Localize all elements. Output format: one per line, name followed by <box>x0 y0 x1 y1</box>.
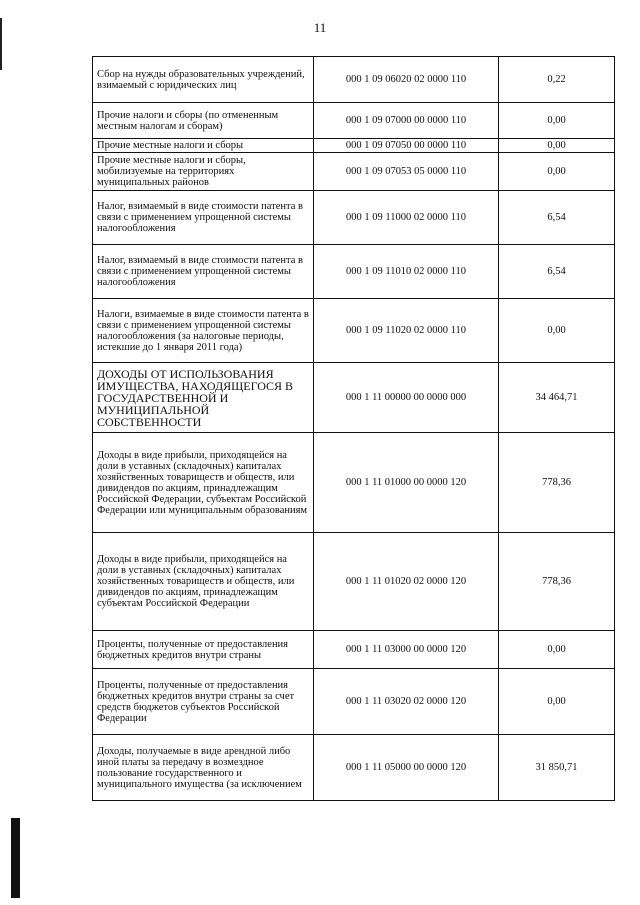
row-code-cell: 000 1 11 05000 00 0000 120 <box>314 735 499 801</box>
row-amount-cell: 0,00 <box>499 153 615 191</box>
row-code-cell: 000 1 11 03000 00 0000 120 <box>314 631 499 669</box>
row-name-cell: Доходы в виде прибыли, приходящейся на доли в уставных (складочных) капиталах хозяйственных товариществ и обществ, или дивидендов по акциям, принадлежащим Российской Федерации, субъектам Российской Федерации или муниципальным образованиям <box>93 433 314 533</box>
row-name-cell: Прочие налоги и сборы (по отмененным местным налогам и сборам) <box>93 103 314 139</box>
table-row <box>93 669 615 735</box>
row-name-cell: Налог, взимаемый в виде стоимости патента в связи с применением упрощенной системы налогообложения <box>93 245 314 299</box>
row-amount-cell: 0,00 <box>499 299 615 363</box>
row-amount-cell: 778,36 <box>499 433 615 533</box>
row-code-cell: 000 1 11 03020 02 0000 120 <box>314 669 499 735</box>
table-row <box>93 299 615 363</box>
row-name-cell: ДОХОДЫ ОТ ИСПОЛЬЗОВАНИЯ ИМУЩЕСТВА, НАХОДЯЩЕГОСЯ В ГОСУДАРСТВЕННОЙ И МУНИЦИПАЛЬНОЙ СОБСТВЕННОСТИ <box>93 363 314 433</box>
row-name-cell: Налог, взимаемый в виде стоимости патента в связи с применением упрощенной системы налогообложения <box>93 191 314 245</box>
row-name-cell: Доходы, получаемые в виде арендной либо иной платы за передачу в возмездное пользование государственного и муниципального имущества (за исключением <box>93 735 314 801</box>
table-row <box>93 139 615 153</box>
row-amount-cell: 778,36 <box>499 533 615 631</box>
row-code-cell: 000 1 11 00000 00 0000 000 <box>314 363 499 433</box>
table-row <box>93 245 615 299</box>
row-code-cell: 000 1 09 11000 02 0000 110 <box>314 191 499 245</box>
row-amount-cell: 34 464,71 <box>499 363 615 433</box>
row-code-cell: 000 1 09 07053 05 0000 110 <box>314 153 499 191</box>
row-code-cell: 000 1 09 07050 00 0000 110 <box>314 139 499 153</box>
row-code-cell: 000 1 09 11010 02 0000 110 <box>314 245 499 299</box>
table-row <box>93 191 615 245</box>
row-code-cell: 000 1 09 06020 02 0000 110 <box>314 57 499 103</box>
row-name-cell: Проценты, полученные от предоставления бюджетных кредитов внутри страны за счет средств бюджетов субъектов Российской Федерации <box>93 669 314 735</box>
page-number: 11 <box>313 20 327 35</box>
row-amount-cell: 0,00 <box>499 669 615 735</box>
row-name-cell: Проценты, полученные от предоставления бюджетных кредитов внутри страны <box>93 631 314 669</box>
row-amount-cell: 0,00 <box>499 631 615 669</box>
scan-bar-mark <box>11 818 20 898</box>
table-row <box>93 103 615 139</box>
row-code-cell: 000 1 09 11020 02 0000 110 <box>314 299 499 363</box>
row-amount-cell: 6,54 <box>499 191 615 245</box>
table-row <box>93 631 615 669</box>
table-row <box>93 433 615 533</box>
row-amount-cell: 6,54 <box>499 245 615 299</box>
row-code-cell: 000 1 11 01000 00 0000 120 <box>314 433 499 533</box>
table-row <box>93 363 615 433</box>
table-row <box>93 153 615 191</box>
row-code-cell: 000 1 11 01020 02 0000 120 <box>314 533 499 631</box>
revenue-table <box>92 56 615 801</box>
row-name-cell: Прочие местные налоги и сборы, мобилизуемые на территориях муниципальных районов <box>93 153 314 191</box>
table-row <box>93 57 615 103</box>
row-name-cell: Сбор на нужды образовательных учреждений, взимаемый с юридических лиц <box>93 57 314 103</box>
row-name-cell: Доходы в виде прибыли, приходящейся на доли в уставных (складочных) капиталах хозяйственных товариществ и обществ, или дивидендов по акциям, принадлежащим субъектам Российской Федерации <box>93 533 314 631</box>
table-row <box>93 533 615 631</box>
row-amount-cell: 31 850,71 <box>499 735 615 801</box>
row-amount-cell: 0,00 <box>499 139 615 153</box>
row-name-cell: Налоги, взимаемые в виде стоимости патента в связи с применением упрощенной системы налогообложения (за налоговые периоды, истекшие до 1 января 2011 года) <box>93 299 314 363</box>
row-name-cell: Прочие местные налоги и сборы <box>93 139 314 153</box>
revenue-table-body <box>93 57 615 801</box>
table-row <box>93 735 615 801</box>
row-code-cell: 000 1 09 07000 00 0000 110 <box>314 103 499 139</box>
row-amount-cell: 0,22 <box>499 57 615 103</box>
row-amount-cell: 0,00 <box>499 103 615 139</box>
